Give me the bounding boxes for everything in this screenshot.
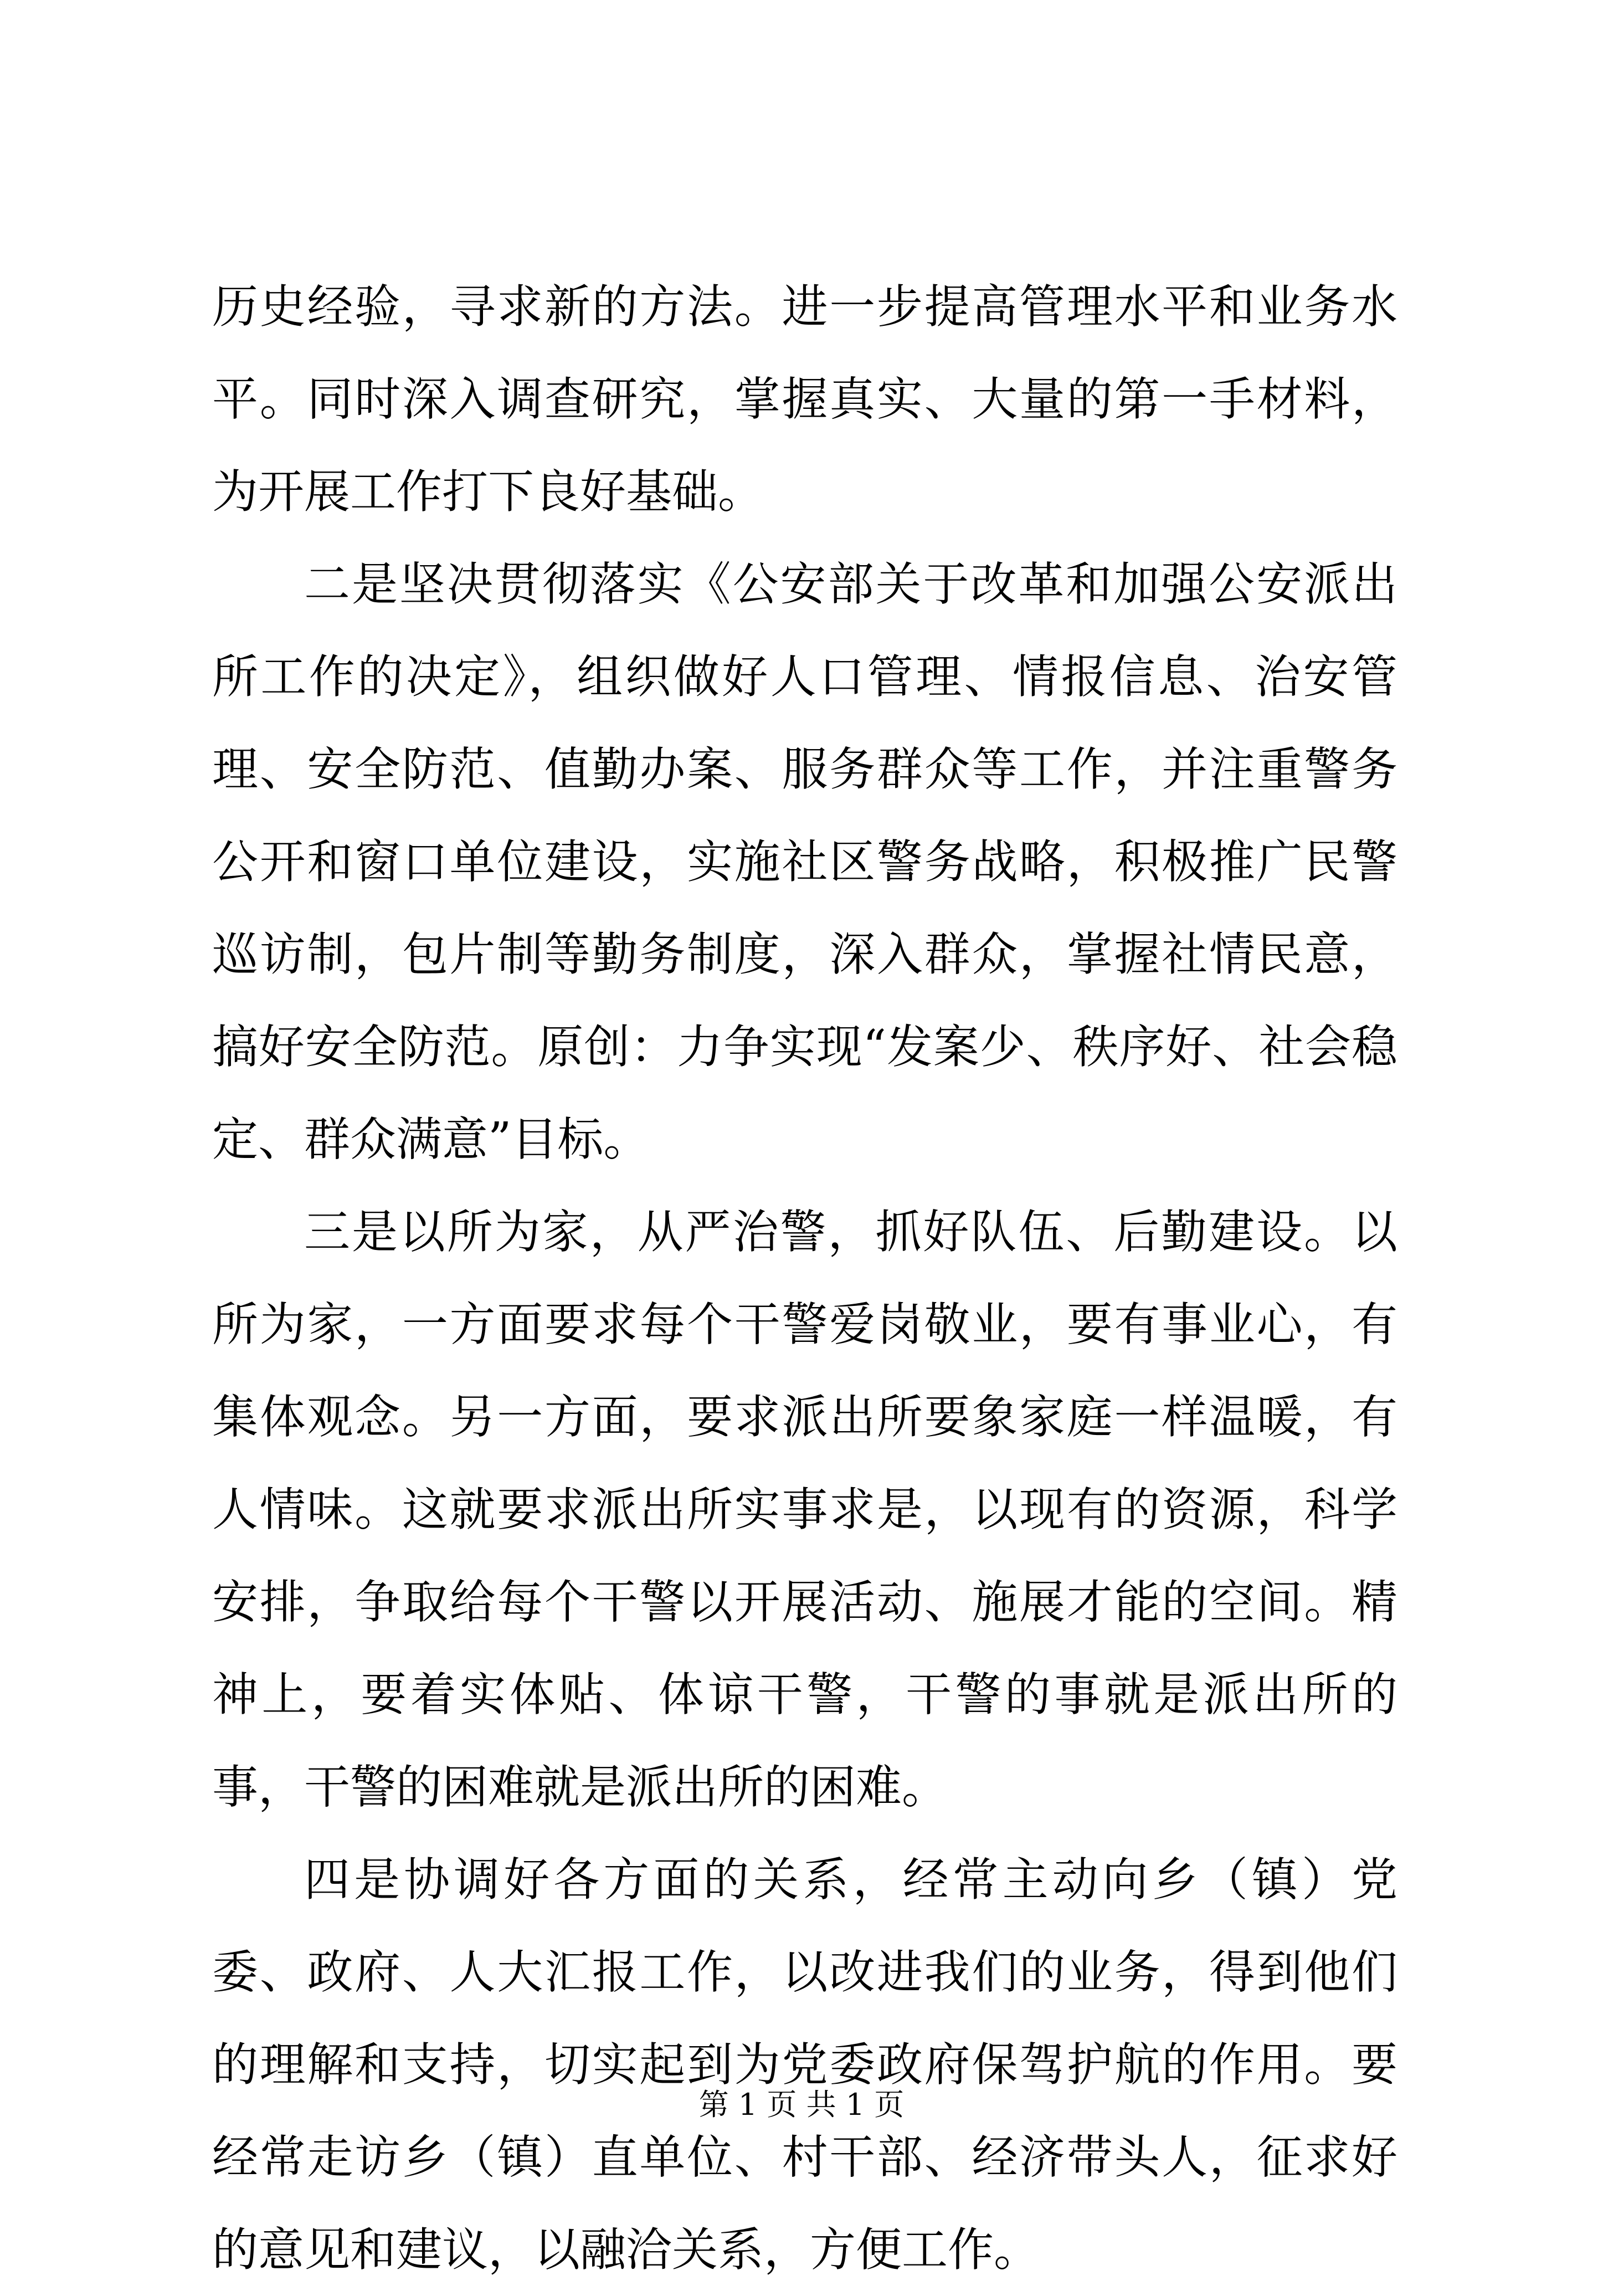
paragraph-two: 二是坚决贯彻落实《公安部关于改革和加强公安派出所工作的决定》，组织做好人口管理、情报信息、治安管理、安全防范、值勤办案、服务群众等工作，并注重警务公开和窗口单位建设，实施社区警务战略，积极推广民警巡访制，包片制等勤务制度，深入群众，掌握社情民意，搞好安全防范。原创：力争实现“发案少、秩序好、社会稳定、群众满意”目标。 (212, 557, 1398, 1166)
document-body (212, 260, 1398, 2296)
paragraph-four: 四是协调好各方面的关系，经常主动向乡（镇）党委、政府、人大汇报工作，以改进我们的业务，得到他们的理解和支持，切实起到为党委政府保驾护航的作用。要经常走访乡（镇）直单位、村干部、经济带头人，征求好的意见和建议，以融洽关系，方便工作。 (212, 1853, 1398, 2277)
page-footer: 第 1 页 共 1 页 (698, 2087, 905, 2122)
paragraph-continuation: 历史经验，寻求新的方法。进一步提高管理水平和业务水平。同时深入调查研究，掌握真实、大量的第一手材料，为开展工作打下良好基础。 (212, 280, 1398, 519)
paragraph-three: 三是以所为家，从严治警，抓好队伍、后勤建设。以所为家，一方面要求每个干警爱岗敬业，要有事业心，有集体观念。另一方面，要求派出所要象家庭一样温暖，有人情味。这就要求派出所实事求是，以现有的资源，科学安排，争取给每个干警以开展活动、施展才能的空间。精神上，要着实体贴、体谅干警，干警的事就是派出所的事，干警的困难就是派出所的困难。 (212, 1205, 1398, 1814)
